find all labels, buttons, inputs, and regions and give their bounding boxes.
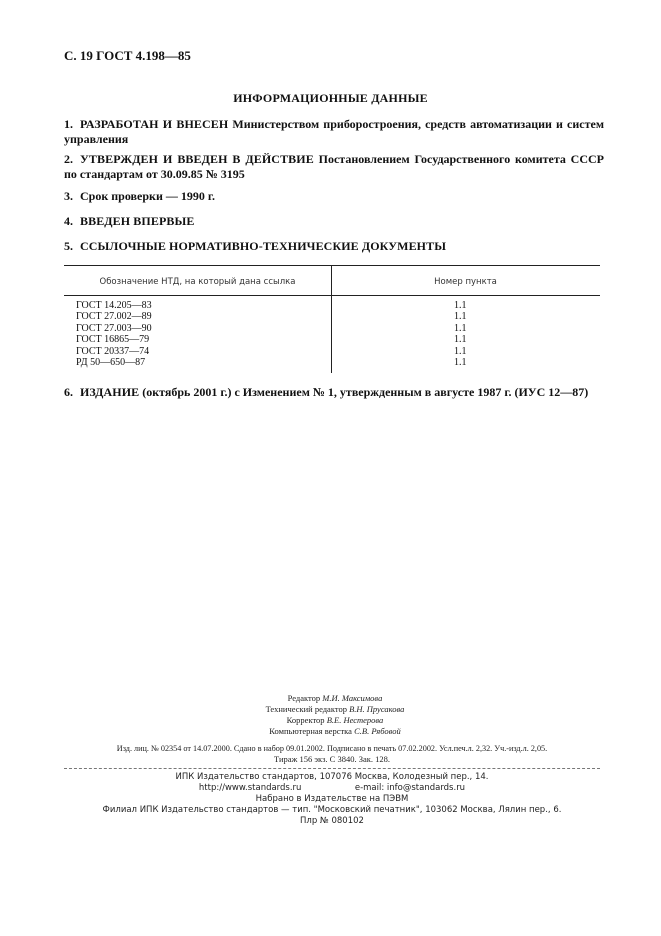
credit-line: [200, 704, 470, 715]
table-cell-clause: 1.1: [454, 357, 467, 369]
credit-person: В.Н. Прусакова: [349, 704, 405, 714]
item-heading: РАЗРАБОТАН И ВНЕСЕН: [80, 117, 229, 131]
item-text: (октябрь 2001 г.) с Изменением № 1, утвержденным в августе 1987 г. (ИУС 12—87): [139, 385, 589, 399]
imprint-line-1: Изд. лиц. № 02354 от 14.07.2000. Сдано в набор 09.01.2002. Подписано в печать 07.02.2002. Усл.печ.л. 2,32. Уч.-изд.л. 2,05.: [116, 744, 548, 753]
publisher-email[interactable]: e-mail: info@standards.ru: [354, 783, 466, 793]
info-item-2: [64, 152, 604, 182]
item-text: Министерством приборостроения, средств автоматизации и систем управления: [64, 117, 604, 146]
table-cell-clause: 1.1: [454, 311, 467, 323]
item-heading: ИЗДАНИЕ: [80, 385, 140, 399]
item-number: 2.: [64, 152, 73, 166]
table-cell-document: ГОСТ 14.205—83: [76, 300, 152, 311]
item-number: 5.: [64, 239, 73, 253]
publisher-license: Плр № 080102: [300, 816, 364, 826]
table-cell-document: ГОСТ 27.002—89: [76, 311, 152, 323]
credit-role: Редактор: [287, 693, 321, 703]
publisher-block: [64, 772, 600, 827]
table-header-document: Обозначение НТД, на который дана ссылка: [99, 277, 296, 287]
item-number: 3.: [64, 189, 73, 203]
info-item-6: [64, 385, 624, 400]
credit-role: Корректор: [286, 715, 325, 725]
publisher-url[interactable]: http://www.standards.ru: [198, 783, 302, 793]
item-text: Срок проверки — 1990 г.: [80, 189, 215, 203]
credit-line: [200, 726, 470, 737]
credit-role: Компьютерная верстка: [269, 726, 352, 736]
section-title: ИНФОРМАЦИОННЫЕ ДАННЫЕ: [233, 91, 428, 105]
table-cell-document: ГОСТ 27.003—90: [76, 322, 152, 334]
table-cell-document: ГОСТ 16865—79: [76, 334, 150, 346]
publisher-branch: Филиал ИПК Издательство стандартов — тип. "Московский печатник", 103062 Москва, Лялин пер., 6.: [102, 805, 562, 815]
credits-block: [200, 693, 470, 737]
info-item-3: [64, 189, 604, 204]
imprint-line-2: Тираж 156 экз. С 3840. Зак. 128.: [273, 754, 391, 764]
table-document-column: [76, 300, 152, 368]
item-heading: ССЫЛОЧНЫЕ НОРМАТИВНО-ТЕХНИЧЕСКИЕ ДОКУМЕНТЫ: [80, 239, 447, 253]
table-header-clause: Номер пункта: [434, 277, 497, 287]
table-clause-column: [454, 300, 467, 368]
info-item-1: [64, 117, 604, 147]
table-cell-clause: 1.1: [454, 345, 467, 357]
page-header: С. 19 ГОСТ 4.198—85: [64, 48, 191, 63]
table-top-rule: [64, 265, 600, 266]
publisher-address: ИПК Издательство стандартов, 107076 Москва, Колодезный пер., 14.: [175, 772, 489, 782]
item-text: Постановлением Государственного комитета СССР по стандартам от 30.09.85 № 3195: [64, 152, 604, 181]
publisher-typeset: Набрано в Издательстве на ПЭВМ: [255, 794, 409, 804]
publisher-contacts: [64, 783, 600, 794]
item-heading: ВВЕДЕН ВПЕРВЫЕ: [80, 214, 195, 228]
table-cell-clause: 1.1: [454, 300, 467, 311]
item-heading: УТВЕРЖДЕН И ВВЕДЕН В ДЕЙСТВИЕ: [80, 152, 314, 166]
table-cell-clause: 1.1: [454, 322, 467, 334]
credit-role: Технический редактор: [265, 704, 347, 714]
item-number: 1.: [64, 117, 73, 131]
credit-line: [200, 693, 470, 704]
info-item-5: [64, 239, 604, 254]
item-number: 6.: [64, 385, 73, 399]
table-cell-clause: 1.1: [454, 334, 467, 346]
separator-rule: [64, 768, 600, 769]
table-cell-document: РД 50—650—87: [76, 357, 146, 369]
item-number: 4.: [64, 214, 73, 228]
info-item-4: [64, 214, 604, 229]
credit-person: М.И. Максимова: [322, 693, 383, 703]
table-header-rule: [64, 295, 600, 296]
credit-person: В.Е. Нестерова: [326, 715, 384, 725]
table-cell-document: ГОСТ 20337—74: [76, 345, 150, 357]
credit-person: С.В. Рябовой: [354, 726, 401, 736]
credit-line: [200, 715, 470, 726]
references-table: [64, 265, 600, 373]
